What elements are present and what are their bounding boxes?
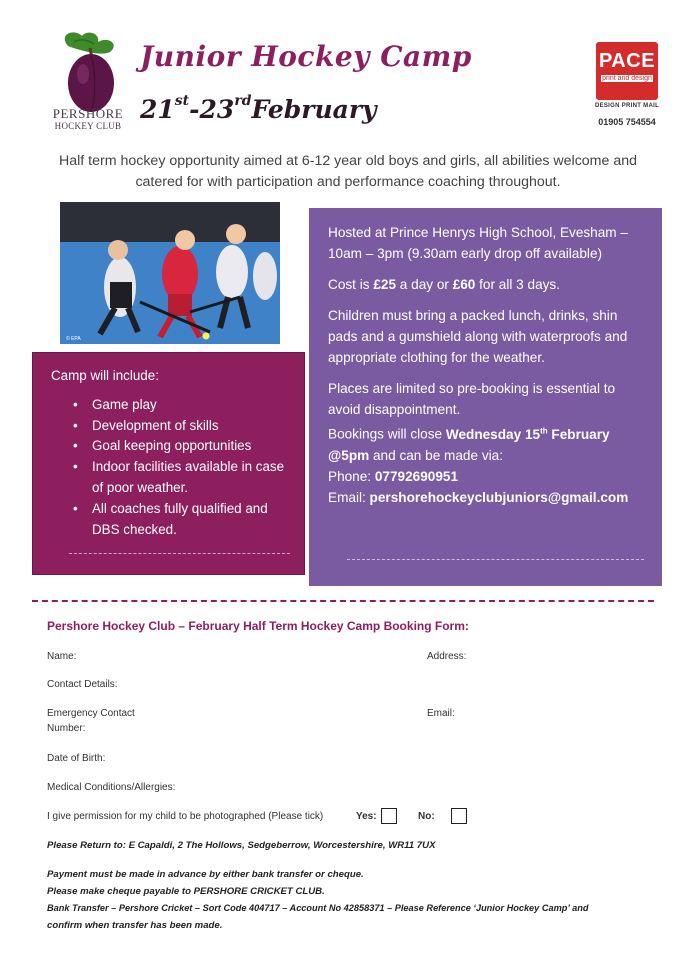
medical-field[interactable]: Medical Conditions/Allergies:	[47, 782, 176, 793]
phone-line: Phone: 07792690951	[328, 468, 459, 484]
emergency-field[interactable]: Emergency Contact Number:	[47, 708, 135, 734]
hockey-players-illustration	[60, 202, 280, 344]
sponsor-sub: print and design	[602, 75, 652, 82]
dob-field[interactable]: Date of Birth:	[47, 753, 106, 764]
payment-line-2: Please make cheque payable to PERSHORE CRICKET CLUB.	[47, 886, 325, 897]
list-item: • Goal keeping opportunities	[73, 436, 292, 457]
divider	[347, 559, 644, 560]
yes-checkbox[interactable]	[381, 808, 397, 824]
cost-text: Cost is £25 a day or £60 for all 3 days.	[328, 277, 560, 292]
places-text: Places are limited so pre-booking is essential to avoid disappointment.	[328, 381, 616, 417]
venue-text: Hosted at Prince Henrys High School, Evesham – 10am – 3pm (9.30am early drop off available)	[328, 225, 628, 261]
list-item: • Indoor facilities available in case of poor weather.	[73, 457, 292, 499]
camp-dates: 21st-23rdFebruary	[140, 93, 377, 124]
email-link[interactable]: pershorehockeyclubjuniors@gmail.com	[369, 489, 629, 505]
permission-text: I give permission for my child to be photographed (Please tick)	[47, 811, 324, 822]
payment-line-4: confirm when transfer has been made.	[47, 920, 223, 931]
page-title: Junior Hockey Camp	[140, 40, 472, 73]
club-logo-text	[47, 108, 129, 132]
bring-text: Children must bring a packed lunch, drinks, shin pads and a gumshield along with waterproofs and appropriate clothing for the weather.	[328, 308, 628, 365]
email-field[interactable]: Email:	[427, 708, 455, 719]
list-item: • Game play	[73, 395, 292, 416]
list-item: • Development of skills	[73, 416, 292, 437]
camp-includes-panel	[32, 352, 305, 575]
list-item: • All coaches fully qualified and DBS checked.	[73, 499, 292, 541]
cut-line	[32, 600, 654, 602]
sponsor-tagline: DESIGN PRINT MAIL	[594, 103, 660, 109]
payment-line-1: Payment must be made in advance by either bank transfer or cheque.	[47, 869, 364, 880]
address-field[interactable]: Address:	[427, 651, 467, 662]
email-line: Email: pershorehockeyclubjuniors@gmail.com	[328, 489, 629, 505]
camp-list	[51, 395, 292, 541]
club-logo-line1: PERSHORE	[52, 106, 124, 121]
contact-field[interactable]: Contact Details:	[47, 679, 118, 690]
sponsor-phone: 01905 754554	[598, 117, 656, 127]
no-label: No:	[418, 811, 435, 822]
sponsor-name: PACE	[598, 50, 656, 72]
return-address: Please Return to: E Capaldi, 2 The Hollows, Sedgeberrow, Worcestershire, WR11 7UX	[47, 840, 436, 851]
info-panel	[309, 208, 662, 586]
photo-caption: © EPA	[66, 336, 81, 342]
sponsor-logo	[596, 42, 658, 100]
no-checkbox[interactable]	[451, 808, 467, 824]
payment-line-3: Bank Transfer – Pershore Cricket – Sort Code 404717 – Account No 42858371 – Please Reference ‘Junior Hockey Camp’ and	[47, 903, 589, 913]
camp-heading: Camp will include:	[51, 368, 159, 383]
divider	[69, 553, 290, 554]
yes-label: Yes:	[356, 811, 377, 822]
form-title: Pershore Hockey Club – February Half Term Hockey Camp Booking Form:	[47, 619, 469, 633]
intro-text: Half term hockey opportunity aimed at 6-12 year old boys and girls, all abilities welcome and catered for with participation and performance coaching throughout.	[58, 153, 638, 190]
hockey-photo	[60, 202, 280, 344]
closing-text: Bookings will close Wednesday 15th February @5pm and can be made via:	[328, 426, 610, 463]
name-field[interactable]: Name:	[47, 651, 77, 662]
phone-number[interactable]: 07792690951	[374, 468, 459, 484]
club-logo-line2: HOCKEY CLUB	[54, 121, 122, 131]
